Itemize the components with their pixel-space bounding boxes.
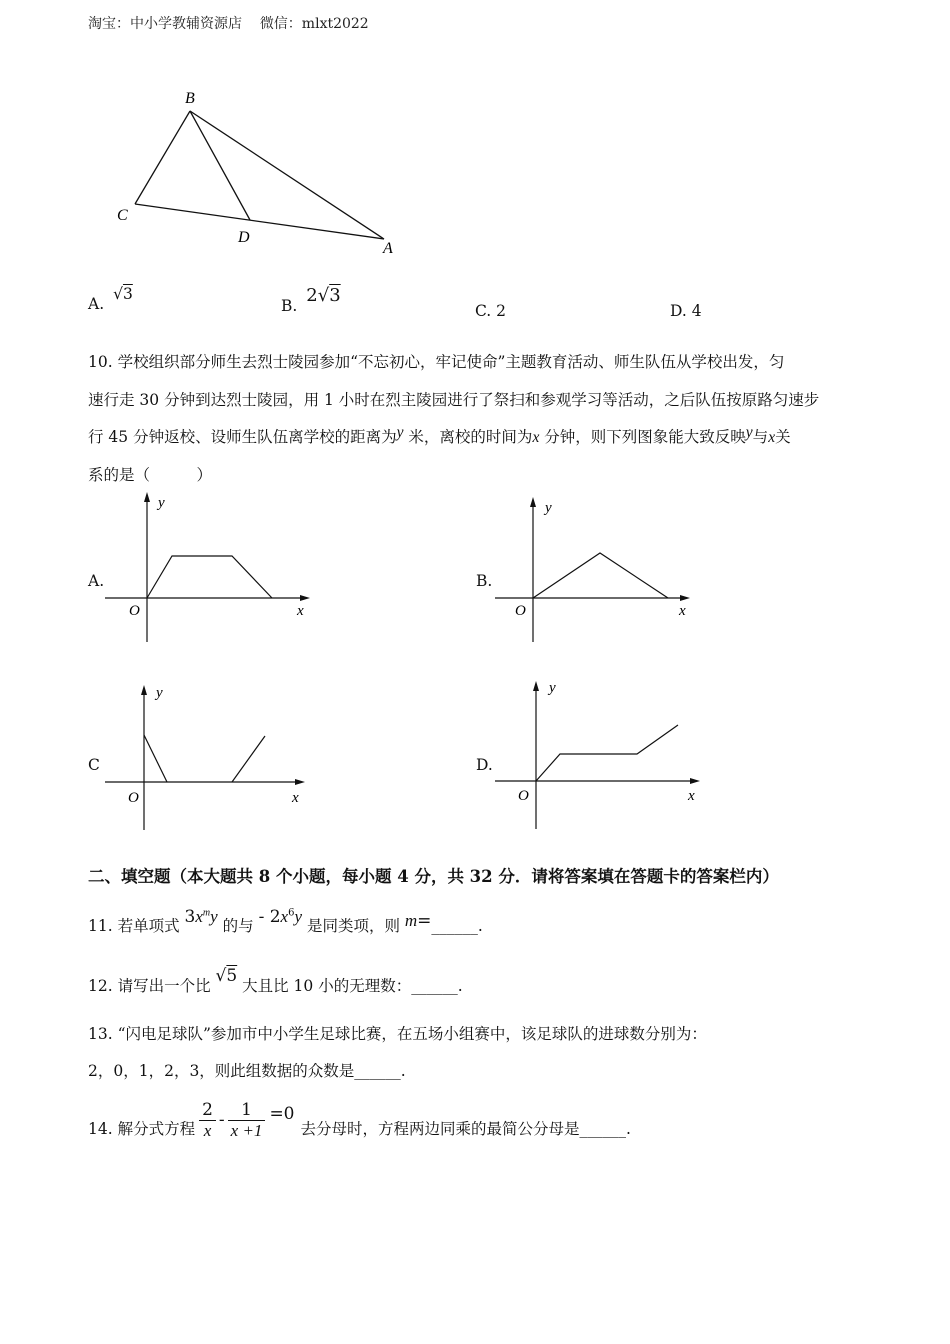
var-y: y xyxy=(396,424,404,441)
q9-option-c xyxy=(475,302,506,320)
radicand: 5 xyxy=(226,966,238,986)
q12 xyxy=(88,966,463,996)
section-title: 二、填空题（本大题共 8 个小题，每小题 4 分，共 32 分．请将答案填在答题卡的答案栏内） xyxy=(88,867,779,886)
q10-line3-part-c: 分钟，则下列图象能大致反映 xyxy=(544,428,746,446)
graph-b-letter: B. xyxy=(476,572,493,590)
axis-x-label: x xyxy=(297,603,304,619)
label-B: B xyxy=(185,90,195,107)
fraction-2-numerator: 1 xyxy=(228,1100,266,1121)
q13-line1: 13. “闪电足球队”参加市中小学生足球比赛，在五场小组赛中，该足球队的进球数分别为： xyxy=(88,1025,707,1043)
q13-line2: 2，0，1，2，3，则此组数据的众数是______. xyxy=(88,1062,406,1080)
origin-label: O xyxy=(128,790,139,806)
fraction-2-denominator: x +1 xyxy=(230,1120,263,1140)
graph-c-letter: C xyxy=(88,756,100,774)
q9-option-a: A. √3 xyxy=(88,285,133,313)
var-x: x xyxy=(768,429,776,446)
graph-d xyxy=(490,676,710,834)
q14 xyxy=(88,1094,631,1146)
q9-option-b: B. 2√3 xyxy=(281,285,341,315)
axis-x-label: x xyxy=(292,790,299,806)
mono1-exp: m xyxy=(202,907,211,919)
graph-b xyxy=(490,495,710,645)
q10-line3-part-e: 关 xyxy=(775,428,791,446)
mono1-var: x xyxy=(195,907,203,926)
q10-line3-part-b: 米，离校的时间为 xyxy=(408,428,533,446)
minus-sign: - xyxy=(218,1110,225,1130)
label-D: D xyxy=(238,229,250,246)
option-b-radicand: 3 xyxy=(329,285,341,306)
q12-prefix: 12. 请写出一个比 xyxy=(88,977,211,995)
fraction-1 xyxy=(199,1100,216,1141)
q12-suffix: 大且比 10 小的无理数：______. xyxy=(242,977,463,995)
option-b-coef: 2 xyxy=(306,285,318,306)
mono2-var: x xyxy=(280,907,289,926)
axis-x-label: x xyxy=(688,788,695,804)
q10-line1: 10. 学校组织部分师生去烈士陵园参加“不忘初心，牢记使命”主题教育活动、师生队伍从学校出发，匀 xyxy=(88,353,785,371)
origin-label: O xyxy=(518,788,529,804)
mono1-y: y xyxy=(210,907,218,926)
wechat-id: 微信：mlxt2022 xyxy=(259,16,369,32)
graph-d-letter: D. xyxy=(476,756,493,774)
q11-suffix: 是同类项，则 xyxy=(306,917,400,935)
q10-line2: 速行走 30 分钟到达烈士陵园，用 1 小时在烈主陵园进行了祭扫和参观学习等活动，之后队伍按原路匀速步 xyxy=(88,391,820,409)
fraction-2 xyxy=(228,1100,266,1141)
q9-option-d xyxy=(670,302,702,320)
q11-prefix: 11. 若单项式 xyxy=(88,917,180,935)
q11-mid: 的与 xyxy=(222,917,254,935)
q10-line3-part-a: 行 45 分钟返校、设师生队伍离学校的距离为 xyxy=(88,428,397,446)
axis-y-label: y xyxy=(156,685,163,701)
origin-label: O xyxy=(129,603,140,619)
monomial-2 xyxy=(259,907,302,927)
sqrt-expression: √5 xyxy=(215,966,238,986)
option-letter: C. xyxy=(475,302,492,320)
axis-x-label: x xyxy=(679,603,686,619)
equation-rhs: =0 xyxy=(269,1104,295,1124)
option-d-value: 4 xyxy=(691,302,702,320)
monomial-1 xyxy=(185,907,218,927)
origin-label: O xyxy=(515,603,526,619)
page-header xyxy=(88,13,369,33)
axis-y-label: y xyxy=(158,495,165,511)
option-c-value: 2 xyxy=(496,302,507,320)
graph-a xyxy=(100,490,330,650)
option-letter: B. xyxy=(281,297,298,315)
var-y: y xyxy=(745,424,753,441)
q10-line4: 系的是（ ） xyxy=(88,466,213,484)
graph-c xyxy=(100,680,320,835)
shop-name: 淘宝：中小学教辅资源店 xyxy=(88,16,242,32)
option-letter: A. xyxy=(88,295,105,313)
q14-prefix: 14. 解分式方程 xyxy=(88,1120,196,1138)
option-a-radicand: 3 xyxy=(122,285,133,303)
mono2-y: y xyxy=(294,907,302,926)
equals: = xyxy=(417,911,432,931)
mono2-coef: - 2 xyxy=(258,907,281,927)
var-x: x xyxy=(532,429,540,446)
graph-a-letter: A. xyxy=(88,572,105,590)
q10-line3-part-d: 与 xyxy=(752,428,769,446)
answer-blank: ______. xyxy=(431,917,483,935)
fraction-1-numerator: 2 xyxy=(199,1100,216,1121)
axis-y-label: y xyxy=(545,500,552,516)
option-letter: D. xyxy=(670,302,687,320)
fraction-1-denominator: x xyxy=(203,1120,212,1140)
axis-y-label: y xyxy=(549,680,556,696)
mono2-exp: 6 xyxy=(288,907,295,919)
mono1-coef: 3 xyxy=(184,907,196,927)
triangle-figure xyxy=(100,85,410,265)
var-m: m xyxy=(404,911,418,930)
q10-line3 xyxy=(88,425,791,447)
q14-suffix: 去分母时，方程两边同乘的最简公分母是______. xyxy=(300,1120,631,1138)
label-C: C xyxy=(117,207,128,224)
q11 xyxy=(88,907,483,936)
label-A: A xyxy=(383,240,393,257)
